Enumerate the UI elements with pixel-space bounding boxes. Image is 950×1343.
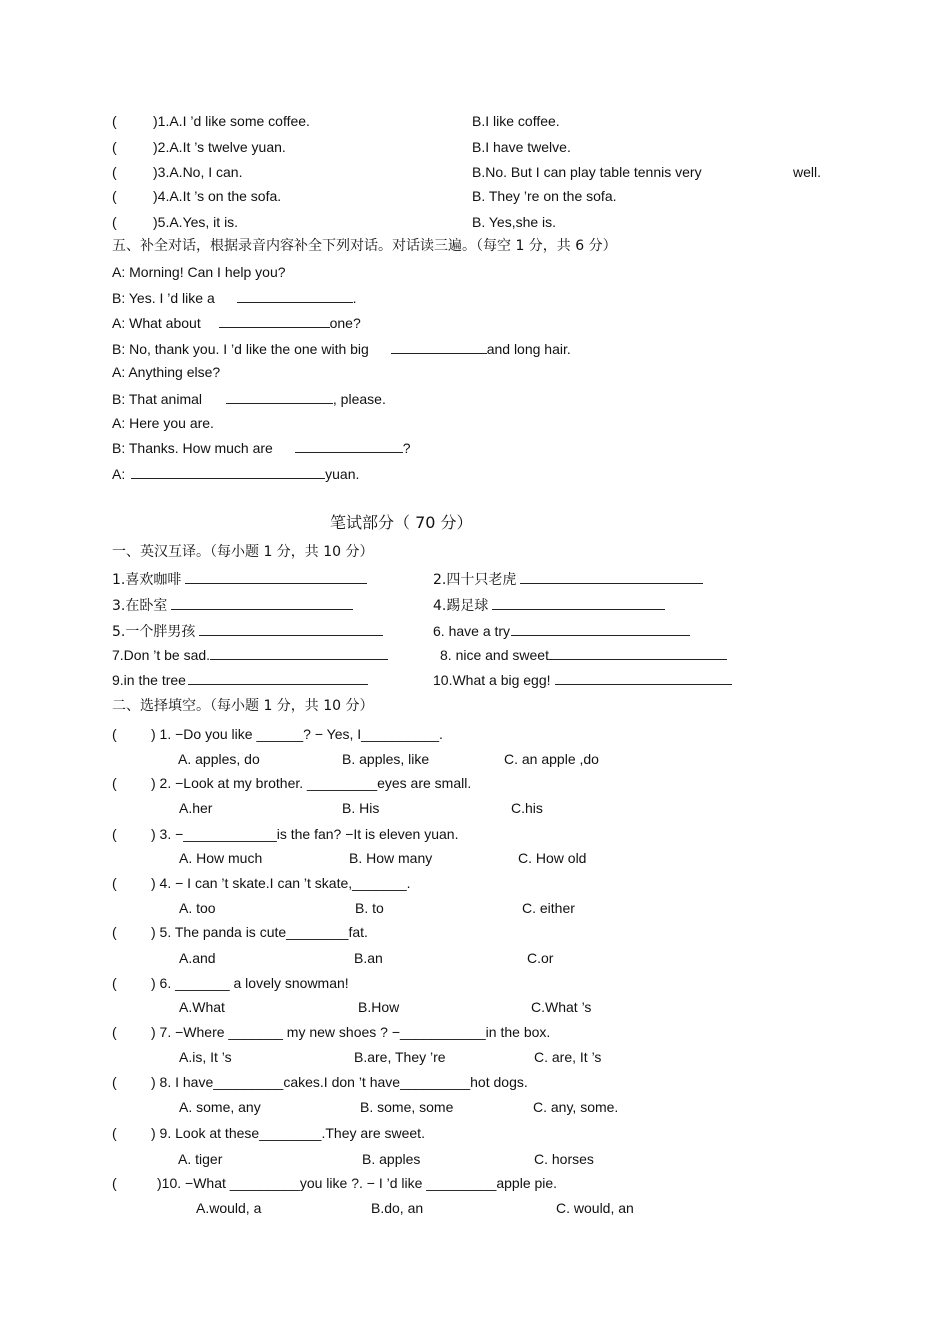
choice-c: C. How old (518, 850, 587, 866)
answer-blank[interactable] (131, 464, 325, 479)
paren: ( (112, 188, 117, 204)
translation-item (440, 645, 727, 664)
dialogue-line (112, 438, 411, 457)
answer-blank[interactable] (219, 313, 330, 328)
choice-b: B. His (342, 800, 380, 816)
answer-blank[interactable] (391, 339, 487, 354)
translation-item (112, 645, 388, 664)
item-text: 8. nice and sweet (440, 647, 549, 663)
answer-paren[interactable]: ( (112, 1024, 117, 1040)
choice-a: A. apples, do (178, 751, 260, 767)
choice-c: C. an apple ,do (504, 751, 599, 767)
dialogue-text: B: Thanks. How much are (112, 440, 273, 456)
dialogue-text-after: . (352, 290, 357, 306)
dialogue-line: A: Anything else? (112, 364, 221, 380)
answer-blank[interactable] (511, 621, 690, 636)
option-b: B.I have twelve. (472, 139, 571, 155)
dialogue-text: B: No, thank you. I ’d like the one with big (112, 341, 369, 357)
option-b: B.No. But I can play table tennis very (472, 164, 702, 180)
choice-a: A. some, any (179, 1099, 261, 1115)
section-heading: 一、英汉互译。（每小题 1 分，共 10 分） (112, 544, 374, 560)
dialogue-text: A: What about (112, 315, 201, 331)
choice-a: A.is, It ’s (179, 1049, 232, 1065)
item-text: 6. have a try (433, 623, 511, 639)
answer-paren[interactable]: ( (112, 1125, 117, 1141)
option-a: )3.A.No, I can. (153, 164, 243, 180)
answer-blank[interactable] (171, 595, 353, 610)
translation-item (433, 670, 732, 689)
option-b: B. They ’re on the sofa. (472, 188, 617, 204)
paren: ( (112, 139, 117, 155)
choice-a: A. too (179, 900, 216, 916)
dialogue-text-after: one? (329, 315, 361, 331)
choice-b: B. some, some (360, 1099, 454, 1115)
question-text: ) 9. Look at these________.They are sweet. (151, 1125, 425, 1141)
answer-blank[interactable] (555, 670, 732, 685)
answer-paren[interactable]: ( (112, 775, 117, 791)
translation-item (112, 569, 367, 589)
paren: ( (112, 214, 117, 230)
translation-item (433, 569, 703, 589)
item-text: 9.in the tree (112, 672, 186, 688)
translation-item (112, 595, 353, 615)
choice-a: A. tiger (178, 1151, 223, 1167)
dialogue-line (112, 389, 386, 408)
answer-paren[interactable]: ( (112, 1074, 117, 1090)
choice-b: B. apples (362, 1151, 421, 1167)
answer-paren[interactable]: ( (112, 1175, 117, 1191)
choice-a: A. How much (179, 850, 263, 866)
choice-c: C. any, some. (533, 1099, 619, 1115)
paren: ( (112, 113, 117, 129)
paren: ( (112, 164, 117, 180)
answer-blank[interactable] (492, 595, 665, 610)
item-text: 7.Don ’t be sad. (112, 647, 211, 663)
answer-blank[interactable] (210, 645, 388, 660)
question-text: )10. −What _________you like ?. − I ’d like _________apple pie. (157, 1175, 558, 1191)
choice-c: C. horses (534, 1151, 594, 1167)
question-text: ) 6. _______ a lovely snowman! (151, 975, 349, 991)
item-text: 1.喜欢咖啡 (112, 572, 182, 588)
choice-b: B.How (358, 999, 400, 1015)
dialogue-text: B: Yes. I ’d like a (112, 290, 215, 306)
choice-c: C.or (527, 950, 554, 966)
question-text: ) 4. − I can ’t skate.I can ’t skate,_______. (151, 875, 411, 891)
choice-b: B.are, They ’re (354, 1049, 446, 1065)
choice-c: C. are, It ’s (534, 1049, 602, 1065)
answer-paren[interactable]: ( (112, 975, 117, 991)
choice-a: A.her (179, 800, 213, 816)
question-text: ) 8. I have_________cakes.I don ’t have_________hot dogs. (151, 1074, 528, 1090)
choice-c: C.What ’s (531, 999, 592, 1015)
item-text: 2.四十只老虎 (433, 572, 517, 588)
dialogue-line: A: Morning! Can I help you? (112, 264, 286, 280)
answer-blank[interactable] (226, 389, 333, 404)
answer-paren[interactable]: ( (112, 826, 117, 842)
choice-c: C. would, an (556, 1200, 634, 1216)
dialogue-line (112, 288, 357, 307)
dialogue-text-after: and long hair. (486, 341, 571, 357)
written-part-title: 笔试部分（ 70 分） (330, 513, 473, 532)
option-a: )1.A.I ’d like some coffee. (153, 113, 310, 129)
question-text: ) 1. −Do you like ______? − Yes, I__________. (151, 726, 443, 742)
choice-c: C. either (522, 900, 575, 916)
section-heading: 五、补全对话，根据录音内容补全下列对话。对话读三遍。（每空 1 分，共 6 分） (112, 238, 617, 254)
question-text: ) 3. −____________is the fan? −It is eleven yuan. (151, 826, 459, 842)
choice-a: A.What (179, 999, 225, 1015)
item-text: 3.在卧室 (112, 598, 168, 614)
answer-paren[interactable]: ( (112, 875, 117, 891)
item-text: 4.踢足球 (433, 598, 489, 614)
dialogue-text: B: That animal (112, 391, 203, 407)
question-text: ) 2. −Look at my brother. _________eyes are small. (151, 775, 472, 791)
dialogue-line (112, 464, 359, 483)
dialogue-text: A: (112, 466, 126, 482)
answer-blank[interactable] (520, 569, 703, 584)
translation-item (433, 595, 665, 615)
section-heading: 二、选择填空。（每小题 1 分，共 10 分） (112, 698, 374, 714)
answer-paren[interactable]: ( (112, 924, 117, 940)
answer-paren[interactable]: ( (112, 726, 117, 742)
question-text: ) 7. −Where _______ my new shoes ? −___________in the box. (151, 1024, 551, 1040)
choice-b: B.an (354, 950, 383, 966)
dialogue-text-after: ? (402, 440, 411, 456)
option-b: B.I like coffee. (472, 113, 560, 129)
item-text: 5.一个胖男孩 (112, 624, 196, 640)
question-text: ) 5. The panda is cute________fat. (151, 924, 368, 940)
option-a: )5.A.Yes, it is. (153, 214, 239, 230)
choice-c: C.his (511, 800, 543, 816)
translation-item (433, 621, 690, 640)
choice-b: B. to (355, 900, 384, 916)
dialogue-line: A: Here you are. (112, 415, 214, 431)
answer-blank[interactable] (199, 621, 383, 636)
choice-b: B. apples, like (342, 751, 430, 767)
answer-blank[interactable] (549, 645, 727, 660)
answer-blank[interactable] (185, 569, 367, 584)
dialogue-line (112, 313, 361, 332)
dialogue-text-after: , please. (332, 391, 386, 407)
choice-a: A.would, a (196, 1200, 262, 1216)
answer-blank[interactable] (295, 438, 403, 453)
choice-a: A.and (179, 950, 216, 966)
answer-blank[interactable] (237, 288, 353, 303)
answer-blank[interactable] (188, 670, 368, 685)
translation-item (112, 621, 383, 641)
item-text: 10.What a big egg! (433, 672, 551, 688)
choice-b: B. How many (349, 850, 433, 866)
translation-item (112, 670, 368, 689)
option-b-continued: well. (793, 164, 822, 180)
option-b: B. Yes,she is. (472, 214, 557, 230)
option-a: )2.A.It ’s twelve yuan. (153, 139, 286, 155)
dialogue-line (112, 339, 571, 358)
dialogue-text-after: yuan. (325, 466, 360, 482)
choice-b: B.do, an (371, 1200, 424, 1216)
option-a: )4.A.It ’s on the sofa. (153, 188, 282, 204)
